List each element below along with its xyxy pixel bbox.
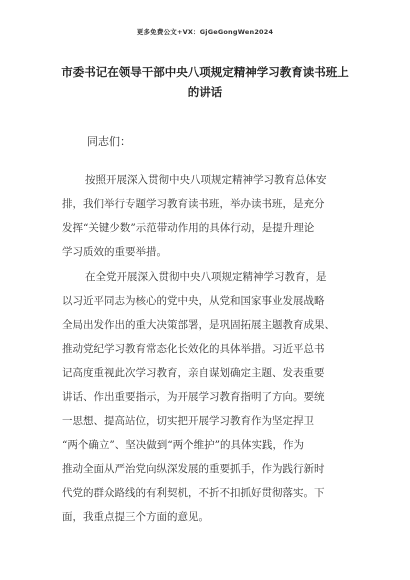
body-paragraph xyxy=(62,265,348,529)
paragraph-line: 按照开展深入贯彻中央八项规定精神学习教育总体安 xyxy=(85,174,327,186)
greeting: 同志们： xyxy=(87,135,131,148)
title-line: 的讲话 xyxy=(187,85,223,99)
paragraph-line: 全局出发作出的重大决策部署，是巩固拓展主题教育成果、 xyxy=(62,319,335,331)
paragraph-line: 面，我重点提三个方面的意见。 xyxy=(62,511,209,523)
paragraph-line: 讲话、作出重要指示，为开展学习教育指明了方向。要统 xyxy=(62,391,325,403)
paragraph-line: 以习近平同志为核心的党中央，从党和国家事业发展战略 xyxy=(62,295,325,307)
paragraph-line: 一思想、提高站位，切实把开展学习教育作为坚定捍卫 xyxy=(62,415,314,427)
body-paragraph xyxy=(62,168,348,264)
header-note: 更多免费公文+VX：GjGeGongWen2024 xyxy=(136,28,274,36)
paragraph-line: 发挥“关键少数”示范带动作用的具体行动，是提升理论 xyxy=(62,222,315,234)
title-line: 市委书记在领导干部中央八项规定精神学习教育读书班上 xyxy=(61,65,349,79)
document-title xyxy=(50,62,360,102)
paragraph-line: 记高度重视此次学习教育，亲自谋划确定主题、发表重要 xyxy=(62,367,325,379)
paragraph-line: “两个确立”、坚决做到“两个维护”的具体实践，作为 xyxy=(62,439,304,451)
paragraph-line: 学习质效的重要举措。 xyxy=(62,246,167,258)
paragraph-line: 推动全面从严治党向纵深发展的重要抓手，作为践行新时 xyxy=(62,463,325,475)
paragraph-line: 在全党开展深入贯彻中央八项规定精神学习教育，是 xyxy=(85,271,327,283)
paragraph-line: 代党的群众路线的有利契机，不折不扣抓好贯彻落实。下 xyxy=(62,487,325,499)
paragraph-line: 排，我们举行专题学习教育读书班，举办读书班，是充分 xyxy=(62,198,325,210)
paragraph-line: 推动党纪学习教育常态化长效化的具体举措。习近平总书 xyxy=(62,343,325,355)
